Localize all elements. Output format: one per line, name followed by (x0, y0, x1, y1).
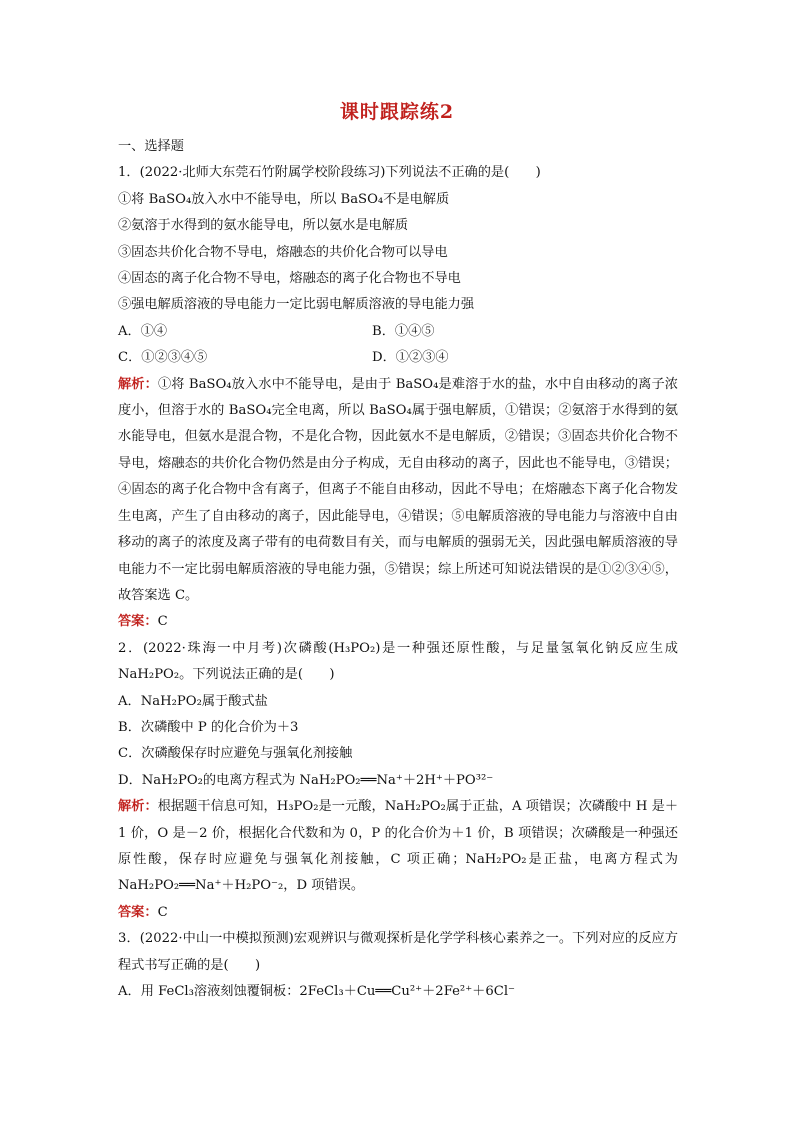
question-1-stem: 1．(2022·北师大东莞石竹附属学校阶段练习)下列说法不正确的是( ) (118, 165, 541, 181)
question-1-options-row (118, 319, 678, 345)
question-1-options-row (118, 345, 678, 371)
answer-label: 答案： (118, 614, 158, 630)
document-body (118, 134, 678, 1005)
option-a: A．用 FeCl₃溶液刻蚀覆铜板：2FeCl₃＋Cu══Cu²⁺＋2Fe²⁺＋6Cl⁻ (118, 984, 516, 999)
option-a: A．NaH₂PO₂属于酸式盐 (118, 693, 268, 709)
answer-value: C (157, 904, 168, 920)
question-3-stem: 3．(2022·中山一中模拟预测)宏观辨识与微观探析是化学学科核心素养之一。下列对应的反应方程式书写正确的是( ) (118, 931, 678, 973)
option-c: C．①②③④⑤ (118, 350, 208, 366)
page-title: 课时跟踪练2 (339, 101, 455, 123)
option-d: D．①②③④ (372, 350, 449, 366)
question-1-statement: ④固态的离子化合物不导电，熔融态的离子化合物也不导电 (118, 271, 461, 287)
analysis-label: 解析： (118, 376, 158, 392)
analysis-text: ①将 BaSO₄放入水中不能导电，是由于 BaSO₄是难溶于水的盐，水中自由移动的离子浓度小，但溶于水的 BaSO₄完全电离，所以 BaSO₄属于强电解质，①错误；②氨溶于水得到的氨水能导电，但氨水是混合物，不是化合物，因此氨水不是电解质，②错误；③固态共价化合物不导电，熔融态的共价化合物仍然是由分子构成，无自由移动的离子，因此也不能导电，③错误；④固态的离子化合物中含有离子，但离子不能自由移动，因此不导电；在熔融态下离子化合物发生电离，产生了自由移动的离子，因此能导电，④错误；⑤电解质溶液的导电能力与溶液中自由移动的离子的浓度及离子带有的电荷数目有关，而与电解质的强弱无关，因此强电解质溶液的导电能力不一定比弱电解质溶液的导电能力强，⑤错误；综上所述可知说法错误的是①②③④⑤，故答案选 C。 (118, 376, 678, 603)
question-2-stem: 2．(2022·珠海一中月考)次磷酸(H₃PO₂)是一种强还原性酸，与足量氢氧化钠反应生成NaH₂PO₂。下列说法正确的是( ) (118, 640, 678, 683)
question-1-statement: ③固态共价化合物不导电，熔融态的共价化合物可以导电 (118, 244, 448, 260)
question-1-statement: ②氨溶于水得到的氨水能导电，所以氨水是电解质 (118, 218, 409, 234)
option-b: B．①④⑤ (372, 323, 435, 339)
answer-label: 答案： (118, 904, 158, 920)
section-heading: 一、选择题 (118, 139, 184, 154)
question-1 (118, 160, 678, 635)
question-1-answer (118, 609, 678, 635)
option-b: B．次磷酸中 P 的化合价为＋3 (118, 719, 299, 735)
question-2-answer (118, 900, 678, 926)
question-1-statement: ①将 BaSO₄放入水中不能导电，所以 BaSO₄不是电解质 (118, 191, 450, 207)
option-c: C．次磷酸保存时应避免与强氧化剂接触 (118, 746, 353, 762)
option-d: D．NaH₂PO₂的电离方程式为 NaH₂PO₂══Na⁺＋2H⁺＋PO³²⁻ (118, 772, 494, 788)
question-1-statement: ⑤强电解质溶液的导电能力一定比弱电解质溶液的导电能力强 (118, 297, 475, 313)
analysis-label: 解析： (118, 799, 158, 815)
analysis-text: 根据题干信息可知，H₃PO₂是一元酸，NaH₂PO₂属于正盐，A 项错误；次磷酸中 H 是＋1 价，O 是－2 价，根据化合代数和为 0，P 的化合价为＋1 价，B 项错误；次磷酸是一种强还原性酸，保存时应避免与强氧化剂接触，C 项正确；NaH₂PO₂是正盐，电离方程式为 NaH₂PO₂══Na⁺＋H₂PO⁻₂，D 项错误。 (118, 799, 679, 894)
answer-value: C (157, 614, 168, 630)
option-a: A．①④ (118, 323, 168, 339)
question-2 (118, 636, 678, 926)
question-3 (118, 926, 678, 1005)
question-1-analysis (118, 372, 678, 610)
question-2-analysis (118, 794, 678, 900)
